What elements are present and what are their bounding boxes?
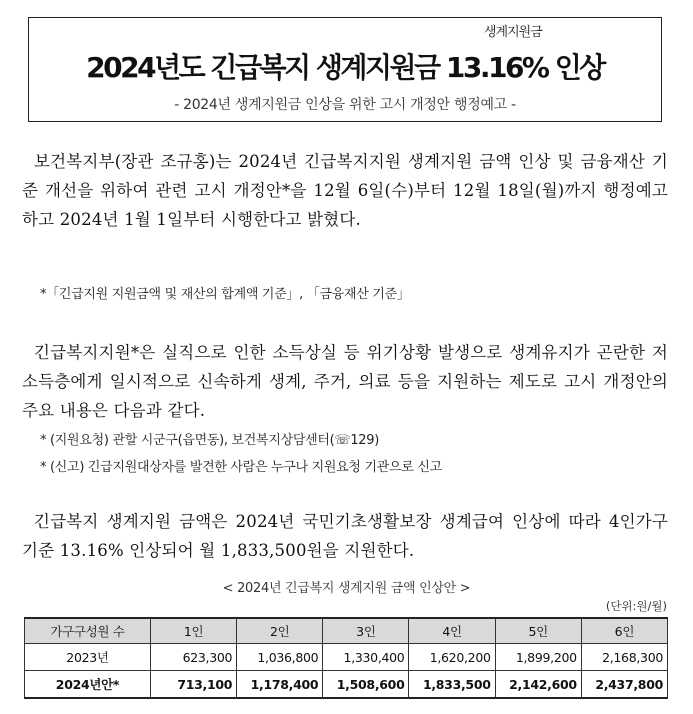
table-cell: 1,178,400 xyxy=(237,671,323,699)
header-cell: 5인 xyxy=(495,618,581,644)
header-cell: 6인 xyxy=(581,618,667,644)
header-cell: 1인 xyxy=(151,618,237,644)
table-cell: 1,330,400 xyxy=(323,644,409,671)
header-cell: 4인 xyxy=(409,618,495,644)
table-cell: 2,437,800 xyxy=(581,671,667,699)
table-cell: 2,142,600 xyxy=(495,671,581,699)
table-row xyxy=(25,644,668,671)
table-cell: 713,100 xyxy=(151,671,237,699)
table-cell: 1,036,800 xyxy=(237,644,323,671)
table-cell: 1,899,200 xyxy=(495,644,581,671)
page-subtitle: - 2024년 생계지원금 인상을 위한 고시 개정안 행정예고 - xyxy=(174,97,516,113)
table-cell: 2,168,300 xyxy=(581,644,667,671)
paragraph-announcement: 보건복지부(장관 조규홍)는 2024년 긴급복지지원 생계지원 금액 인상 및 금융재산 기준 개선을 위하여 관련 고시 개정안*을 12월 6일(수)부터 12월 18일(월)까지 행정예고하고 2024년 1월 1일부터 시행한다고 밝혔다. xyxy=(22,152,668,229)
footnote-report: * (신고) 긴급지원대상자를 발견한 사람은 누구나 지원요청 기관으로 신고 xyxy=(40,460,442,475)
header-cell: 2인 xyxy=(237,618,323,644)
paragraph-amount: 긴급복지 생계지원 금액은 2024년 국민기초생활보장 생계급여 인상에 따라 4인가구 기준 13.16% 인상되어 월 1,833,500원을 지원한다. xyxy=(22,512,668,560)
table-cell: 1,508,600 xyxy=(323,671,409,699)
row-label: 2024년안* xyxy=(25,671,151,699)
header-cell: 가구구성원 수 xyxy=(25,618,151,644)
table-header-row xyxy=(25,618,668,644)
title-box xyxy=(28,17,662,122)
table-cell: 1,833,500 xyxy=(409,671,495,699)
table-cell: 1,620,200 xyxy=(409,644,495,671)
header-cell: 3인 xyxy=(323,618,409,644)
table-caption: < 2024년 긴급복지 생계지원 금액 인상안 > xyxy=(222,581,471,596)
table-row xyxy=(25,671,668,699)
table-unit: (단위:원/월) xyxy=(605,599,667,613)
table-cell: 623,300 xyxy=(151,644,237,671)
paragraph-emergency-welfare: 긴급복지지원*은 실직으로 인한 소득상실 등 위기상황 발생으로 생계유지가 곤란한 저소득층에게 일시적으로 신속하게 생계, 주거, 의료 등을 지원하는 제도로 고시 개정안의 주요 내용은 다음과 같다. xyxy=(22,343,668,420)
row-label: 2023년 xyxy=(25,644,151,671)
footnote-notice: *「긴급지원 지원금액 및 재산의 합계액 기준」, 「금융재산 기준」 xyxy=(40,287,410,302)
page-title: 2024년도 긴급복지 생계지원금 13.16% 인상 xyxy=(86,51,604,84)
footnote-request: * (지원요청) 관할 시군구(읍면동), 보건복지상담센터(☏129) xyxy=(40,433,380,448)
support-amount-table xyxy=(24,617,668,699)
title-stamp: 생계지원금 xyxy=(484,25,542,40)
